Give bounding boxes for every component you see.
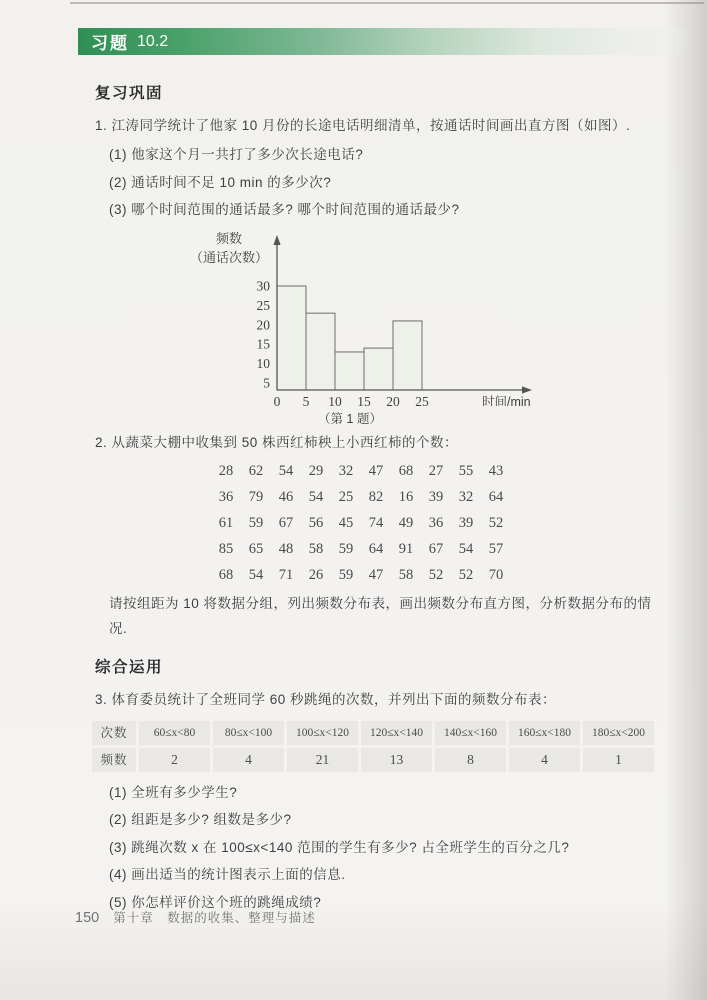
data-value: 26	[308, 566, 324, 583]
bar-20-25	[393, 320, 422, 389]
table-cell: 21	[287, 748, 358, 772]
y-axis-label-line2: （通话次数）	[189, 249, 268, 265]
table-cell: 160≤x<180	[509, 721, 580, 745]
data-value: 64	[488, 488, 504, 505]
data-value: 25	[338, 488, 354, 505]
data-row	[211, 458, 655, 484]
data-value: 57	[488, 540, 504, 557]
sub-question: (1) 他家这个月一共打了多少次长途电话?	[109, 147, 364, 162]
data-value: 59	[338, 566, 354, 583]
problem-3-text: 3. 体育委员统计了全班同学 60 秒跳绳的次数，并列出下面的频数分布表：	[95, 691, 557, 707]
table-cell: 180≤x<200	[583, 721, 654, 745]
table-cell: 4	[509, 748, 580, 772]
data-value: 62	[248, 462, 264, 479]
data-value: 68	[398, 462, 414, 479]
data-value: 52	[458, 566, 474, 583]
data-value: 32	[338, 462, 354, 479]
data-value: 52	[428, 566, 444, 583]
data-value: 39	[458, 514, 474, 531]
data-value: 49	[398, 514, 414, 531]
bar-15-20	[364, 348, 393, 390]
sub-question: (2) 通话时间不足 10 min 的多少次?	[109, 174, 332, 190]
table-cell: 8	[435, 748, 506, 772]
data-value: 67	[428, 540, 444, 557]
sub-question: (4) 画出适当的统计图表示上面的信息.	[109, 867, 346, 882]
chapter-title: 第十章 数据的收集、整理与描述	[113, 911, 316, 925]
page-content	[95, 85, 655, 916]
data-value: 16	[398, 488, 414, 505]
sub-question: (3) 哪个时间范围的通话最多? 哪个时间范围的通话最少?	[109, 202, 460, 217]
data-value: 58	[308, 540, 324, 557]
table-row	[92, 721, 654, 745]
data-value: 28	[218, 462, 234, 479]
sub-question: (2) 组距是多少? 组数是多少?	[109, 812, 292, 827]
data-value: 46	[278, 488, 294, 505]
y-tick-label: 30	[256, 278, 270, 293]
data-value: 54	[248, 566, 264, 583]
table-row-label: 次数	[92, 721, 136, 745]
data-value: 70	[488, 566, 504, 583]
data-value: 56	[308, 514, 324, 531]
data-value: 71	[278, 566, 294, 583]
data-value: 79	[248, 488, 264, 505]
page-footer	[75, 908, 316, 926]
data-value: 54	[308, 488, 324, 505]
data-value: 74	[368, 514, 384, 531]
table-cell: 1	[583, 748, 654, 772]
y-tick-label: 15	[256, 336, 270, 352]
data-value: 54	[458, 540, 474, 557]
x-tick-label: 15	[357, 393, 371, 406]
y-tick-label: 5	[263, 375, 270, 390]
data-value: 29	[308, 462, 324, 479]
data-value: 32	[458, 488, 474, 505]
data-value: 52	[488, 514, 504, 531]
data-value: 48	[278, 540, 294, 557]
y-axis-label-line1: 频数	[215, 230, 242, 246]
bar-0-5	[277, 286, 306, 390]
data-value: 27	[428, 462, 444, 479]
data-value: 67	[278, 514, 294, 531]
x-axis-arrow	[522, 386, 532, 393]
table-row	[92, 748, 654, 772]
data-value: 82	[368, 488, 384, 505]
data-row	[211, 536, 655, 562]
table-row-label: 频数	[92, 748, 136, 772]
data-value: 55	[458, 462, 474, 479]
table-cell: 140≤x<160	[435, 721, 506, 745]
page-top-rule	[70, 2, 704, 4]
data-value: 36	[218, 488, 234, 505]
table-cell: 100≤x<120	[287, 721, 358, 745]
table-cell: 13	[361, 748, 432, 772]
data-value: 59	[248, 514, 264, 531]
data-value: 39	[428, 488, 444, 505]
y-tick-label: 25	[256, 297, 270, 313]
data-value: 45	[338, 514, 354, 531]
x-tick-label: 20	[386, 393, 400, 406]
tomato-count-grid	[211, 458, 655, 588]
data-value: 64	[368, 540, 384, 557]
problem-1-text: 1. 江涛同学统计了他家 10 月份的长途电话明细清单，按通话时间画出直方图（如图）.	[95, 118, 631, 133]
table-cell: 2	[139, 748, 210, 772]
y-tick-label: 10	[256, 355, 270, 371]
sub-question: (3) 跳绳次数 x 在 100≤x<140 范围的学生有多少? 占全班学生的百分之几?	[109, 839, 570, 855]
problem-3-subquestions	[95, 779, 655, 917]
figure-caption: （第 1 题）	[318, 411, 382, 426]
problem-2-instructions: 请按组距为 10 将数据分组，列出频数分布表，画出频数分布直方图，分析数据分布的情况.	[109, 595, 652, 636]
x-tick-label: 0	[273, 393, 281, 406]
data-value: 61	[218, 514, 234, 531]
histogram-chart	[180, 228, 600, 406]
data-value: 85	[218, 540, 234, 557]
table-cell: 80≤x<100	[213, 721, 284, 745]
y-tick-label: 20	[256, 316, 270, 332]
table-cell: 120≤x<140	[361, 721, 432, 745]
data-row	[211, 562, 655, 588]
data-value: 36	[428, 514, 444, 531]
data-value: 43	[488, 462, 504, 479]
table-cell: 4	[213, 748, 284, 772]
exercise-label: 习题	[91, 34, 129, 53]
x-tick-label: 5	[302, 393, 310, 406]
data-value: 65	[248, 540, 264, 557]
data-value: 47	[368, 462, 384, 479]
table-cell: 60≤x<80	[139, 721, 210, 745]
exercise-number: 10.2	[137, 32, 169, 50]
bar-10-15	[335, 351, 364, 389]
data-row	[211, 510, 655, 536]
frequency-table	[89, 718, 657, 775]
sub-question: (5) 你怎样评价这个班的跳绳成绩?	[109, 894, 322, 910]
x-axis-label: 时间/min	[482, 394, 531, 406]
data-value: 58	[398, 566, 414, 583]
data-value: 68	[218, 566, 234, 583]
sub-question: (1) 全班有多少学生?	[109, 784, 238, 800]
data-row	[211, 484, 655, 510]
problem-2-text: 2. 从蔬菜大棚中收集到 50 株西红柿秧上小西红柿的个数：	[95, 434, 459, 450]
section-heading-comprehensive: 综合运用	[95, 658, 164, 676]
section-heading-review: 复习巩固	[95, 85, 164, 102]
data-value: 59	[338, 540, 354, 557]
histogram-figure	[180, 228, 600, 430]
y-axis-arrow	[273, 235, 280, 245]
page-number: 150	[75, 910, 100, 926]
data-value: 91	[398, 540, 414, 557]
data-value: 47	[368, 566, 384, 583]
data-value: 54	[278, 462, 294, 479]
x-tick-label: 25	[415, 393, 429, 406]
problem-1-subquestions	[95, 141, 655, 224]
bar-5-10	[306, 313, 335, 390]
exercise-header-bar	[78, 28, 694, 55]
x-tick-label: 10	[328, 393, 342, 406]
